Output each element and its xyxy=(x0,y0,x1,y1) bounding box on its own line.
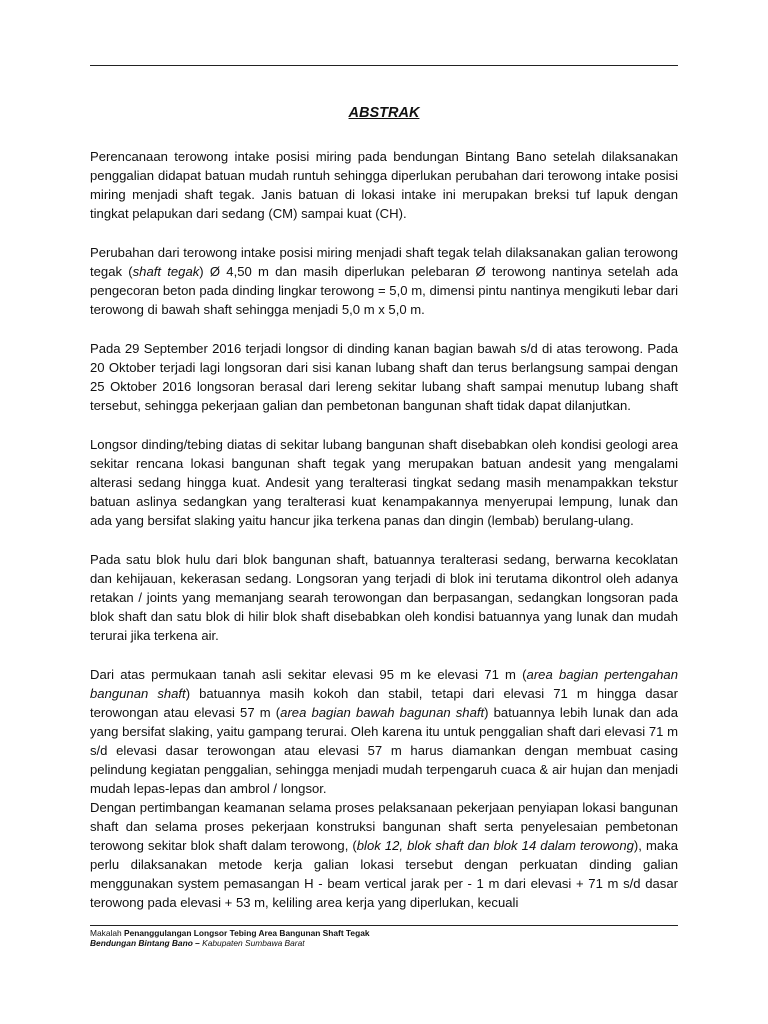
abstract-paragraph-4 xyxy=(90,435,678,530)
paragraph-text: Dari atas permukaan tanah asli sekitar elevasi 95 m ke elevasi 71 m ( xyxy=(90,667,527,682)
italic-term: area bagian bawah bagunan shaft xyxy=(280,705,485,720)
footer-line-2 xyxy=(90,938,678,948)
paragraph-text: ) batuannya lebih lunak dan ada yang bersifat slaking, yaitu gampang terurai. Oleh karena itu untuk penggalian shaft dari elevasi 71 m s/d elevasi dasar terowongan atau elevasi 57 m harus diamankan dengan membuat casing pelindung kegiatan penggalian, sehingga menjadi mudah terpengaruh cuaca & air hujan dan menjadi mudah lepas-lepas dan ambrol / longsor. xyxy=(90,705,678,796)
footer-region: Kabupaten Sumbawa Barat xyxy=(202,938,305,948)
italic-term: area bagian pertengahan bangunan shaft xyxy=(90,667,678,701)
footer-dam-name: Bendungan Bintang Bano – xyxy=(90,938,203,948)
italic-term: shaft tegak xyxy=(132,264,200,279)
paragraph-text: Perencanaan terowong intake posisi miring pada bendungan Bintang Bano setelah dilaksanakan penggalian didapat batuan mudah runtuh sehingga diperlukan perubahan dari terowong intake posisi miring menjadi shaft tegak. Janis batuan di lokasi intake ini merupakan breksi tuf lapuk dengan tingkat pelapukan dari sedang (CM) sampai kuat (CH). xyxy=(90,149,678,221)
abstract-paragraph-3 xyxy=(90,339,678,415)
paragraph-text: Longsor dinding/tebing diatas di sekitar lubang bangunan shaft disebabkan oleh kondisi geologi area sekitar rencana lokasi bangunan shaft tegak yang merupakan batuan andesit yang mengalami alterasi sedang hingga kuat. Andesit yang teralterasi tingkat sedang masih menampakkan tekstur batuan aslinya sedangkan yang teralterasi kuat kenampakannya menyerupai lempung, lunak dan ada yang bersifat slaking yaitu hancur jika terkena panas dan dingin (lembab) berulang-ulang. xyxy=(90,437,678,528)
footer-prefix: Makalah xyxy=(90,928,124,938)
paragraph-text: Perubahan dari terowong intake posisi miring menjadi shaft tegak telah dilaksanakan galian terowong tegak ( xyxy=(90,245,678,279)
abstract-body xyxy=(90,147,678,912)
footer-divider xyxy=(90,925,678,926)
abstract-title: ABSTRAK xyxy=(348,105,420,121)
abstract-paragraph-1 xyxy=(90,147,678,223)
footer-line-1 xyxy=(90,928,678,938)
paragraph-text: Pada satu blok hulu dari blok bangunan shaft, batuannya teralterasi sedang, berwarna kecoklatan dan kehijauan, kekerasan sedang. Longsoran yang terjadi di blok ini terutama dikontrol oleh adanya retakan / joints yang memanjang searah terowongan dan berpasangan, sedangkan longsoran pada blok shaft dan satu blok di hilir blok shaft disebabkan oleh kondisi batuannya yang lunak dan mudah terurai jika terkena air. xyxy=(90,552,678,643)
footer-paper-title: Penanggulangan Longsor Tebing Area Bangunan Shaft Tegak xyxy=(123,928,370,938)
top-divider xyxy=(90,65,678,66)
paragraph-text: ) batuannya masih kokoh dan stabil, tetapi dari elevasi 71 m hingga dasar terowongan atau elevasi 57 m ( xyxy=(90,686,678,720)
abstract-paragraph-2 xyxy=(90,243,678,319)
paragraph-text: Dengan pertimbangan keamanan selama proses pelaksanaan pekerjaan penyiapan lokasi bangunan shaft dan selama proses pekerjaan konstruksi bangunan shaft serta penyelesaian pembetonan terowong sekitar blok shaft dalam terowong, ( xyxy=(90,800,678,853)
page-footer xyxy=(90,928,678,948)
paragraph-text: ) Ø 4,50 m dan masih diperlukan pelebaran Ø terowong nantinya setelah ada pengecoran beton pada dinding lingkar terowong = 5,0 m, dimensi pintu nantinya mengikuti lebar dari terowong di bawah shaft sehingga menjadi 5,0 m x 5,0 m. xyxy=(90,264,679,317)
abstract-paragraph-7 xyxy=(90,798,678,912)
italic-term: blok 12, blok shaft dan blok 14 dalam terowong xyxy=(356,838,634,853)
abstract-paragraph-5 xyxy=(90,550,678,645)
paragraph-text: ), maka perlu dilaksanakan metode kerja galian lokasi tersebut dengan perkuatan dinding galian menggunakan system pemasangan H - beam vertical jarak per - 1 m dari elevasi + 71 m s/d dasar terowong pada elevasi + 53 m, keliling area kerja yang diperlukan, kecuali xyxy=(90,838,678,910)
abstract-paragraph-6 xyxy=(90,665,678,798)
paragraph-text: Pada 29 September 2016 terjadi longsor di dinding kanan bagian bawah s/d di atas terowong. Pada 20 Oktober terjadi lagi longsoran dari sisi kanan lubang shaft dan terus berlangsung sampai dengan 25 Oktober 2016 longsoran berasal dari lereng sekitar lubang shaft sampai menutup lubang shaft tersebut, sehingga pekerjaan galian dan pembetonan bangunan shaft tidak dapat dilanjutkan. xyxy=(90,341,678,413)
